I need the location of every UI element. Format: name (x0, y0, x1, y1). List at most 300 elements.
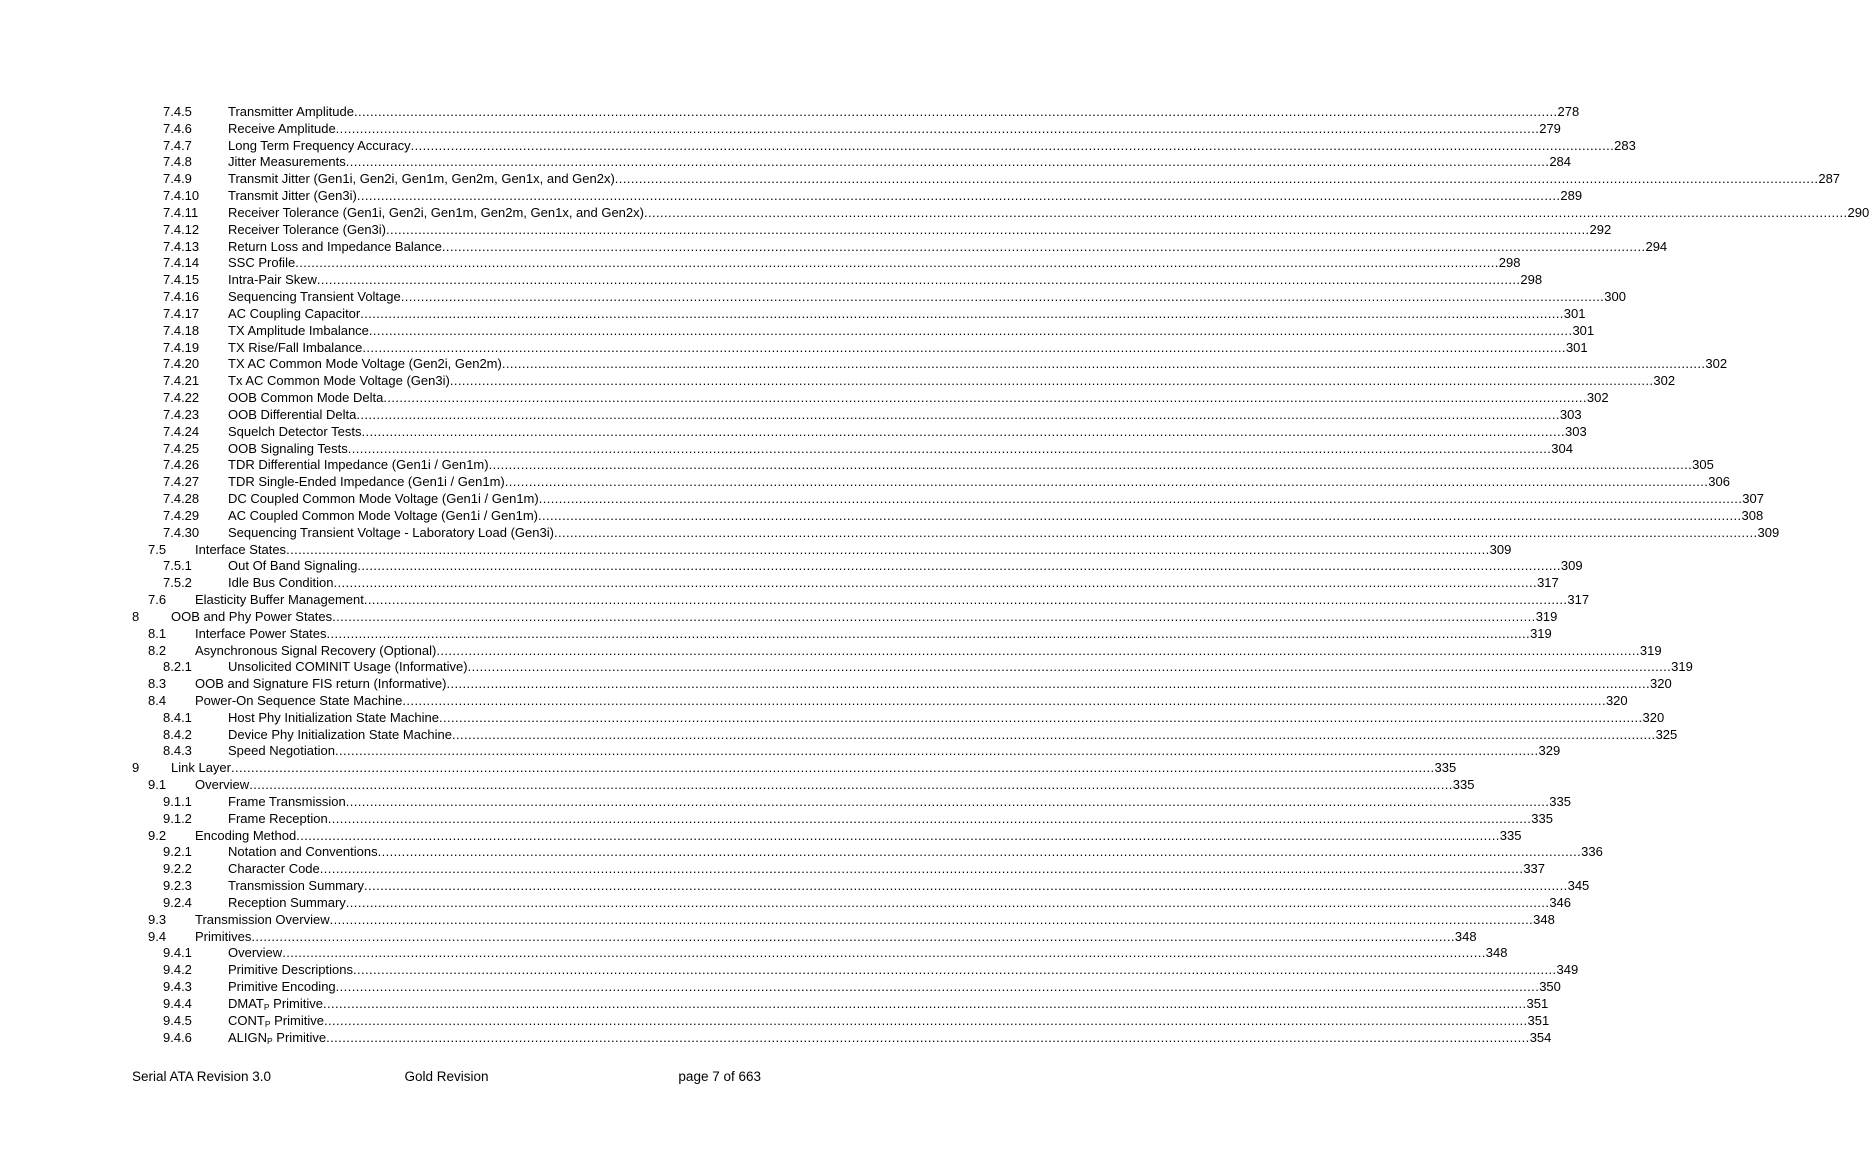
toc-entry-line (195, 676, 1672, 693)
toc-entry[interactable] (0, 659, 1693, 676)
toc-dot-leader: ............................................................................................................................................................................................................................................................................................................ (329, 911, 1534, 927)
toc-entry-title-main: DMAT (228, 995, 264, 1011)
toc-entry-number: 8.4.2 (163, 726, 192, 742)
toc-entry[interactable] (0, 878, 1590, 895)
toc-entry-page: 319 (1639, 642, 1662, 658)
toc-entry-line (228, 120, 1561, 138)
toc-entry-page: 308 (1741, 507, 1764, 523)
toc-entry-title: Reception Summary (228, 894, 346, 910)
toc-entry-title-tail: Primitive (272, 1029, 327, 1045)
toc-entry[interactable] (0, 760, 1457, 777)
toc-entry-title-subscript: P (264, 1018, 271, 1029)
toc-entry-page: 298 (1520, 272, 1543, 288)
toc-entry-page: 348 (1454, 928, 1477, 944)
toc-entry-line (228, 440, 1573, 458)
toc-entry-page: 349 (1556, 962, 1579, 978)
toc-entry-number: 9.1.2 (163, 810, 192, 826)
toc-entry-title: TDR Single-Ended Impedance (Gen1i / Gen1m) (228, 474, 505, 490)
toc-entry-line (228, 979, 1561, 996)
toc-entry-title: Jitter Measurements (228, 154, 346, 170)
footer-revision: Gold Revision (404, 1069, 489, 1084)
toc-entry-number: 7.4.30 (163, 524, 200, 540)
toc-entry[interactable] (0, 945, 1508, 962)
toc-entry-number: 8.2.1 (163, 659, 192, 675)
toc-dot-leader: ............................................................................................................................................................................................................................................................................................................ (352, 962, 1557, 978)
toc-entry[interactable] (0, 911, 1555, 929)
toc-entry-title: Interface States (195, 541, 287, 557)
toc-entry-title: Host Phy Initialization State Machine (228, 709, 439, 725)
toc-entry-number: 9.2.4 (163, 894, 192, 910)
toc-dot-leader: ............................................................................................................................................................................................................................................................................................................ (230, 760, 1435, 776)
toc-entry-number: 7.4.29 (163, 507, 200, 523)
toc-entry[interactable] (0, 390, 1609, 407)
toc-entry-page: 345 (1567, 878, 1590, 894)
toc-entry-line (228, 204, 1869, 222)
toc-dot-leader: ............................................................................................................................................................................................................................................................................................................ (362, 339, 1566, 355)
toc-entry-page: 336 (1581, 844, 1603, 860)
toc-entry-line (228, 423, 1587, 441)
toc-entry[interactable] (0, 356, 1728, 373)
toc-entry-page: 303 (1559, 406, 1582, 422)
toc-entry[interactable] (0, 137, 1636, 155)
toc-entry-line (228, 272, 1543, 289)
toc-entry-title-subscript: P (263, 1001, 270, 1012)
toc-entry[interactable] (0, 305, 1586, 323)
toc-entry-title: Sequencing Transient Voltage - Laboratory Load (Gen3i) (228, 524, 554, 540)
toc-dot-leader: ............................................................................................................................................................................................................................................................................................................ (326, 625, 1531, 641)
toc-dot-leader: ............................................................................................................................................................................................................................................................................................................ (364, 878, 1568, 894)
toc-entry[interactable] (0, 507, 1764, 525)
toc-entry[interactable] (0, 188, 1583, 205)
toc-entry-number: 7.4.12 (163, 221, 200, 237)
toc-dot-leader: ............................................................................................................................................................................................................................................................................................................ (319, 861, 1524, 877)
toc-entry-number: 9.4.3 (163, 979, 192, 995)
toc-entry[interactable] (0, 894, 1572, 912)
footer-page-number: page 7 of 663 (678, 1069, 761, 1084)
toc-entry-title-main: CONT (228, 1012, 265, 1028)
toc-entry-page: 283 (1614, 137, 1636, 153)
toc-dot-leader: ............................................................................................................................................................................................................................................................................................................ (345, 894, 1550, 910)
toc-dot-leader: ............................................................................................................................................................................................................................................................................................................ (286, 541, 1490, 557)
toc-entry-page: 306 (1708, 474, 1730, 490)
toc-entry[interactable] (0, 104, 1580, 121)
toc-entry[interactable] (0, 406, 1582, 424)
toc-entry[interactable] (0, 1029, 1552, 1047)
toc-entry-number: 9.1.1 (163, 793, 192, 809)
toc-entry-page: 309 (1560, 558, 1583, 574)
toc-entry[interactable] (0, 928, 1477, 946)
toc-entry[interactable] (0, 204, 1869, 222)
toc-entry-number: 7.4.5 (163, 104, 192, 119)
toc-entry-line (228, 726, 1678, 744)
toc-entry-line (228, 390, 1609, 407)
toc-entry-number: 9.2.3 (163, 878, 192, 894)
toc-entry-number: 9.1 (148, 777, 167, 793)
toc-entry-line (228, 457, 1714, 474)
toc-entry-title: Squelch Detector Tests (228, 423, 362, 439)
toc-entry-title: OOB Common Mode Delta (228, 390, 384, 406)
toc-entry-title: Encoding Method (195, 827, 297, 843)
toc-entry-line (228, 524, 1780, 542)
toc-entry-line (228, 945, 1508, 962)
toc-dot-leader: ............................................................................................................................................................................................................................................................................................................ (439, 709, 1643, 725)
toc-dot-leader: ............................................................................................................................................................................................................................................................................................................ (333, 575, 1538, 591)
toc-entry-number: 9.4.1 (163, 945, 192, 961)
toc-entry[interactable] (0, 154, 1572, 171)
toc-entry-title: OOB Differential Delta (228, 406, 357, 422)
toc-entry-page: 294 (1645, 238, 1668, 254)
toc-entry-number: 9.4.2 (163, 962, 192, 978)
toc-entry-title: Speed Negotiation (228, 743, 335, 759)
toc-entry-line (228, 810, 1553, 828)
toc-entry-page: 351 (1527, 1012, 1550, 1028)
toc-entry-title: Unsolicited COMINIT Usage (Informative) (228, 659, 468, 675)
toc-entry-page: 301 (1563, 305, 1586, 321)
toc-entry[interactable] (0, 962, 1579, 979)
toc-dot-leader: ............................................................................................................................................................................................................................................................................................................ (538, 507, 1742, 523)
toc-entry-line (195, 625, 1552, 643)
toc-entry-page: 350 (1539, 979, 1561, 995)
toc-dot-leader: ............................................................................................................................................................................................................................................................................................................ (488, 457, 1693, 473)
toc-entry-number: 7.4.11 (163, 204, 199, 220)
toc-entry[interactable] (0, 709, 1665, 727)
footer-document-title: Serial ATA Revision 3.0 (132, 1069, 272, 1084)
toc-dot-leader: ............................................................................................................................................................................................................................................................................................................ (643, 204, 1848, 220)
toc-entry-number: 8.4.1 (163, 709, 192, 725)
toc-entry-title: Notation and Conventions (228, 844, 378, 860)
toc-entry-title: AC Coupled Common Mode Voltage (Gen1i / Gen1m) (228, 507, 538, 523)
table-of-contents (0, 104, 1869, 1046)
toc-entry-line (195, 827, 1522, 845)
toc-entry-number: 9.2 (148, 827, 167, 843)
toc-entry-title: OOB Signaling Tests (228, 440, 348, 456)
toc-dot-leader: ............................................................................................................................................................................................................................................................................................................ (335, 979, 1540, 995)
toc-dot-leader: ............................................................................................................................................................................................................................................................................................................ (251, 928, 1455, 944)
toc-entry-title: Return Loss and Impedance Balance (228, 238, 442, 254)
toc-dot-leader: ............................................................................................................................................................................................................................................................................................................ (345, 793, 1550, 809)
toc-entry-title: Overview (228, 945, 283, 961)
toc-entry-number: 9.4.5 (163, 1012, 192, 1028)
toc-dot-leader: ............................................................................................................................................................................................................................................................................................................ (361, 423, 1565, 439)
toc-entry-line (228, 356, 1728, 373)
toc-entry-page: 303 (1565, 423, 1587, 439)
toc-entry-title: TX AC Common Mode Voltage (Gen2i, Gen2m) (228, 356, 502, 372)
toc-entry-number: 7.4.21 (163, 373, 200, 389)
toc-entry[interactable] (0, 339, 1588, 357)
toc-entry-page: 320 (1642, 709, 1665, 725)
toc-entry[interactable] (0, 827, 1522, 845)
toc-dot-leader: ............................................................................................................................................................................................................................................................................................................ (614, 171, 1819, 187)
toc-entry[interactable] (0, 743, 1561, 760)
toc-entry-number: 7.4.14 (163, 255, 200, 271)
toc-entry-line (228, 709, 1665, 727)
toc-entry[interactable] (0, 810, 1553, 828)
toc-entry-page: 317 (1567, 592, 1590, 608)
toc-entry-title: Transmission Summary (228, 878, 365, 894)
toc-entry-page: 284 (1549, 154, 1572, 170)
toc-entry-line (228, 104, 1580, 121)
toc-entry[interactable] (0, 844, 1603, 861)
toc-dot-leader: ............................................................................................................................................................................................................................................................................................................ (400, 289, 1605, 305)
toc-dot-leader: ............................................................................................................................................................................................................................................................................................................ (296, 827, 1500, 843)
toc-entry-number: 9.4 (148, 928, 167, 944)
toc-entry-title: OOB and Phy Power States (171, 608, 333, 624)
toc-entry-number: 7.5 (148, 541, 167, 557)
toc-entry-number: 7.4.23 (163, 406, 200, 422)
toc-entry-title: Transmit Jitter (Gen3i) (228, 188, 357, 204)
toc-dot-leader: ............................................................................................................................................................................................................................................................................................................ (335, 120, 1540, 136)
toc-entry[interactable] (0, 373, 1676, 390)
toc-entry-page: 301 (1572, 322, 1595, 338)
toc-entry-line (228, 474, 1730, 491)
toc-entry-page: 354 (1529, 1029, 1552, 1045)
toc-entry-line (228, 861, 1546, 878)
toc-entry-number: 9.2.1 (163, 844, 192, 860)
toc-entry-page: 301 (1565, 339, 1588, 355)
toc-entry[interactable] (0, 575, 1559, 592)
toc-entry-line (228, 171, 1841, 188)
toc-entry-line (228, 491, 1764, 508)
toc-entry-title: Transmitter Amplitude (228, 104, 354, 119)
toc-entry[interactable] (0, 541, 1512, 559)
toc-entry-page: 278 (1557, 104, 1580, 119)
toc-dot-leader: ............................................................................................................................................................................................................................................................................................................ (356, 188, 1561, 204)
toc-entry[interactable] (0, 642, 1662, 660)
toc-entry[interactable] (0, 457, 1714, 474)
toc-entry-page: 320 (1649, 676, 1672, 692)
toc-entry-page: 289 (1560, 188, 1583, 204)
toc-entry-number: 9.4.4 (163, 995, 192, 1011)
toc-entry-page: 317 (1537, 575, 1559, 591)
toc-entry-line (228, 575, 1559, 592)
toc-entry-line (228, 289, 1626, 306)
toc-entry-page: 279 (1539, 120, 1561, 136)
toc-entry-title: TX Amplitude Imbalance (228, 322, 369, 338)
toc-entry-number: 9.4.6 (163, 1029, 192, 1045)
toc-dot-leader: ............................................................................................................................................................................................................................................................................................................ (249, 777, 1453, 793)
toc-entry-title: SSC Profile (228, 255, 296, 271)
toc-entry-title: Frame Reception (228, 810, 328, 826)
toc-entry-title: DC Coupled Common Mode Voltage (Gen1i / Gen1m) (228, 491, 539, 507)
toc-dot-leader: ............................................................................................................................................................................................................................................................................................................ (402, 692, 1606, 708)
toc-entry-line (228, 373, 1676, 390)
toc-entry-line (228, 255, 1521, 272)
toc-entry-page: 319 (1671, 659, 1693, 675)
toc-entry[interactable] (0, 1012, 1550, 1030)
toc-entry[interactable] (0, 440, 1573, 458)
toc-entry-title: TDR Differential Impedance (Gen1i / Gen1m) (228, 457, 489, 473)
toc-entry-page: 292 (1589, 221, 1612, 237)
toc-entry-title: Power-On Sequence State Machine (195, 692, 403, 708)
toc-entry-line (195, 592, 1590, 609)
toc-entry[interactable] (0, 777, 1475, 794)
toc-entry-page: 300 (1604, 289, 1626, 305)
toc-entry-line (228, 894, 1572, 912)
toc-entry[interactable] (0, 272, 1543, 289)
toc-entry-page: 320 (1605, 692, 1628, 708)
toc-dot-leader: ............................................................................................................................................................................................................................................................................................................ (449, 373, 1654, 389)
toc-entry-page: 290 (1847, 204, 1869, 220)
toc-dot-leader: ............................................................................................................................................................................................................................................................................................................ (360, 305, 1564, 321)
toc-entry-page: 309 (1489, 541, 1512, 557)
toc-entry-page: 337 (1523, 861, 1546, 877)
toc-entry[interactable] (0, 558, 1583, 575)
toc-entry[interactable] (0, 221, 1612, 239)
toc-entry[interactable] (0, 995, 1549, 1013)
toc-entry[interactable] (0, 979, 1561, 996)
toc-entry[interactable] (0, 676, 1672, 693)
toc-dot-leader: ............................................................................................................................................................................................................................................................................................................ (356, 406, 1560, 422)
toc-entry-title: Frame Transmission (228, 793, 346, 809)
toc-entry-page: 335 (1499, 827, 1522, 843)
toc-entry-title: Asynchronous Signal Recovery (Optional) (195, 642, 437, 658)
toc-entry-page: 335 (1549, 793, 1571, 809)
toc-entry-line (228, 659, 1693, 676)
toc-dot-leader: ............................................................................................................................................................................................................................................................................................................ (467, 659, 1672, 675)
toc-entry-number: 7.4.19 (163, 339, 200, 355)
toc-entry-number: 7.4.15 (163, 272, 200, 288)
toc-entry-number: 7.4.9 (163, 171, 192, 187)
toc-entry-title-main: ALIGN (228, 1029, 268, 1045)
toc-dot-leader: ............................................................................................................................................................................................................................................................................................................ (410, 137, 1615, 153)
toc-entry-title: Link Layer (171, 760, 231, 776)
toc-entry[interactable] (0, 793, 1571, 811)
toc-entry-title (228, 1030, 326, 1050)
toc-entry[interactable] (0, 120, 1561, 138)
toc-entry-page: 305 (1692, 457, 1714, 473)
toc-entry-number: 7.4.7 (163, 137, 192, 153)
toc-entry-number: 9.2.2 (163, 861, 192, 877)
toc-entry-page: 287 (1818, 171, 1841, 187)
toc-entry-line (228, 154, 1572, 171)
toc-entry-page: 351 (1526, 995, 1549, 1011)
toc-entry-line (195, 777, 1475, 794)
toc-entry-line (228, 137, 1636, 155)
toc-entry[interactable] (0, 592, 1590, 609)
toc-entry-line (228, 962, 1579, 979)
toc-entry-page: 298 (1498, 255, 1521, 271)
toc-entry[interactable] (0, 692, 1628, 710)
toc-entry-number: 7.4.13 (163, 238, 200, 254)
toc-entry-page: 302 (1586, 390, 1609, 406)
toc-entry-title: Primitive Descriptions (228, 962, 353, 978)
toc-entry[interactable] (0, 289, 1626, 306)
toc-dot-leader: ............................................................................................................................................................................................................................................................................................................ (368, 322, 1573, 338)
toc-entry-title: Interface Power States (195, 625, 327, 641)
toc-entry-number: 7.4.28 (163, 491, 200, 507)
toc-entry-page: 348 (1485, 945, 1508, 961)
toc-entry-title: TX Rise/Fall Imbalance (228, 339, 363, 355)
toc-entry[interactable] (0, 255, 1521, 272)
toc-entry-page: 302 (1653, 373, 1676, 389)
toc-entry-number: 7.4.16 (163, 289, 200, 305)
toc-entry-title: Receive Amplitude (228, 120, 336, 136)
toc-entry[interactable] (0, 625, 1552, 643)
toc-entry[interactable] (0, 608, 1558, 626)
toc-entry-title: Elasticity Buffer Management (195, 592, 364, 608)
toc-entry-number: 7.4.8 (163, 154, 192, 170)
toc-entry-line (228, 743, 1561, 760)
toc-entry-title: Receiver Tolerance (Gen3i) (228, 221, 386, 237)
toc-entry-title: AC Coupling Capacitor (228, 305, 361, 321)
toc-entry-title: Transmit Jitter (Gen1i, Gen2i, Gen1m, Gen2m, Gen1x, and Gen2x) (228, 171, 615, 187)
toc-entry-line (195, 911, 1555, 929)
toc-dot-leader: ............................................................................................................................................................................................................................................................................................................ (446, 676, 1650, 692)
toc-entry-number: 7.4.26 (163, 457, 200, 473)
toc-entry-page: 335 (1452, 777, 1475, 793)
toc-dot-leader: ............................................................................................................................................................................................................................................................................................................ (345, 154, 1550, 170)
toc-dot-leader: ............................................................................................................................................................................................................................................................................................................ (377, 844, 1582, 860)
toc-entry-line (228, 221, 1612, 239)
toc-entry-line (195, 692, 1628, 710)
toc-entry-page: 304 (1551, 440, 1573, 456)
toc-entry[interactable] (0, 726, 1678, 744)
toc-entry-page: 346 (1549, 894, 1572, 910)
toc-entry-number: 8.3 (148, 676, 167, 692)
toc-dot-leader: ............................................................................................................................................................................................................................................................................................................ (538, 491, 1743, 507)
toc-entry-page: 335 (1434, 760, 1457, 776)
toc-dot-leader: ............................................................................................................................................................................................................................................................................................................ (363, 592, 1568, 608)
toc-entry-line (171, 760, 1457, 777)
toc-entry[interactable] (0, 423, 1587, 441)
toc-dot-leader: ............................................................................................................................................................................................................................................................................................................ (553, 524, 1758, 540)
toc-entry-title: Sequencing Transient Voltage (228, 289, 401, 305)
toc-entry[interactable] (0, 171, 1841, 188)
toc-dot-leader: ............................................................................................................................................................................................................................................................................................................ (441, 238, 1646, 254)
toc-entry-title: Overview (195, 777, 250, 793)
toc-entry-line (228, 339, 1588, 357)
toc-entry-page: 335 (1531, 810, 1553, 826)
toc-dot-leader: ............................................................................................................................................................................................................................................................................................................ (383, 390, 1587, 406)
toc-entry-number: 7.5.1 (163, 558, 192, 574)
toc-entry-line (195, 928, 1477, 946)
toc-dot-leader: ............................................................................................................................................................................................................................................................................................................ (504, 474, 1709, 490)
toc-entry-title-tail: Primitive (270, 1012, 324, 1028)
toc-entry-line (228, 558, 1583, 575)
toc-dot-leader: ............................................................................................................................................................................................................................................................................................................ (316, 272, 1521, 288)
toc-entry[interactable] (0, 491, 1764, 508)
toc-entry-number: 7.4.20 (163, 356, 200, 372)
toc-entry-page: 319 (1535, 608, 1558, 624)
toc-entry-number: 7.4.22 (163, 390, 200, 406)
toc-dot-leader: ............................................................................................................................................................................................................................................................................................................ (282, 945, 1486, 961)
toc-entry[interactable] (0, 861, 1546, 878)
toc-entry[interactable] (0, 474, 1730, 491)
toc-entry-title: Device Phy Initialization State Machine (228, 726, 453, 742)
toc-dot-leader: ............................................................................................................................................................................................................................................................................................................ (323, 1012, 1528, 1028)
toc-entry-number: 7.4.6 (163, 120, 192, 136)
toc-entry-number: 7.4.18 (163, 322, 200, 338)
toc-entry-line (228, 878, 1590, 895)
toc-entry-number: 8.4 (148, 692, 167, 708)
toc-entry-number: 9 (132, 760, 140, 776)
toc-entry-line (228, 305, 1586, 323)
toc-entry-title: Out Of Band Signaling (228, 558, 358, 574)
toc-dot-leader: ............................................................................................................................................................................................................................................................................................................ (326, 1029, 1530, 1045)
toc-entry-number: 8.1 (148, 625, 167, 641)
toc-entry-number: 9.3 (148, 911, 167, 927)
toc-entry[interactable] (0, 238, 1668, 256)
toc-dot-leader: ............................................................................................................................................................................................................................................................................................................ (347, 440, 1552, 456)
toc-entry[interactable] (0, 322, 1595, 340)
toc-entry-number: 8.2 (148, 642, 167, 658)
toc-entry-number: 7.5.2 (163, 575, 192, 591)
toc-entry-line (195, 541, 1512, 559)
toc-entry-number: 8.4.3 (163, 743, 192, 759)
toc-dot-leader: ............................................................................................................................................................................................................................................................................................................ (323, 995, 1527, 1011)
toc-entry[interactable] (0, 524, 1780, 542)
toc-entry-page: 319 (1530, 625, 1552, 641)
